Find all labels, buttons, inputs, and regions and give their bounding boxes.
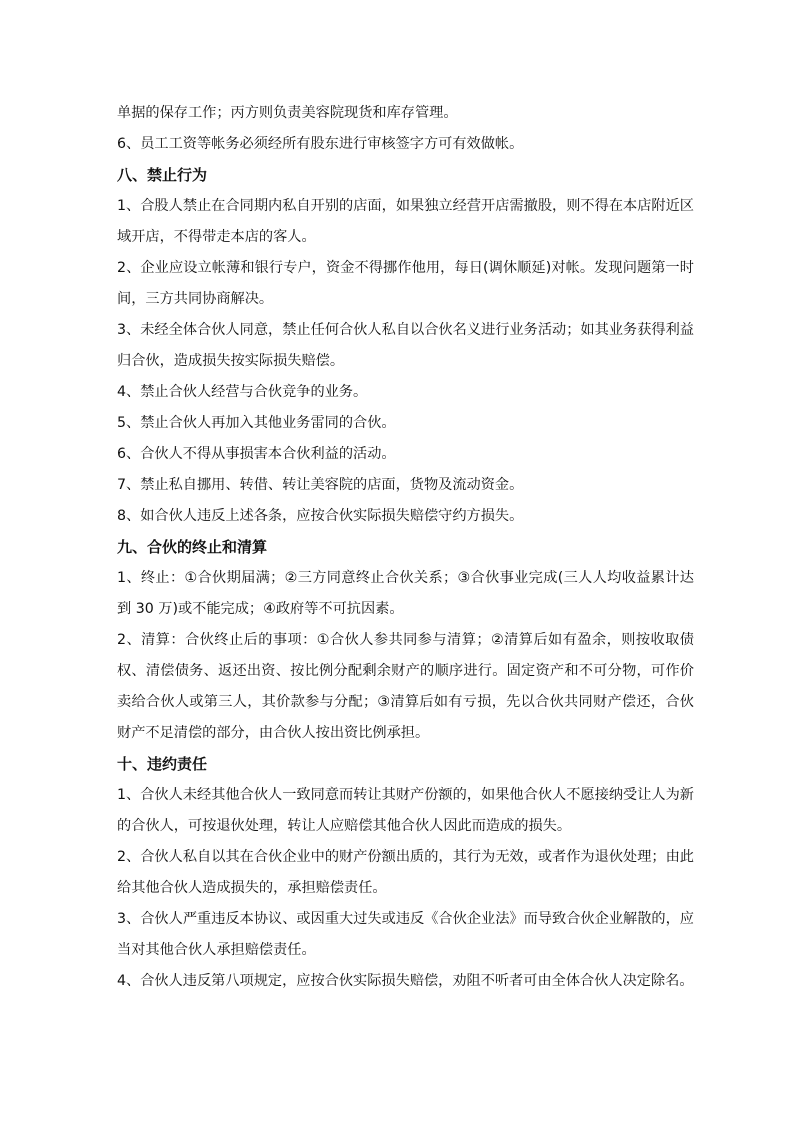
paragraph: 1、合股人禁止在合同期内私自开别的店面，如果独立经营开店需撤股，则不得在本店附近区域开店，不得带走本店的客人。 — [117, 198, 694, 245]
section-heading: 八、禁止行为 — [117, 166, 208, 184]
paragraph: 4、合伙人违反第八项规定，应按合伙实际损失赔偿，劝阻不听者可由全体合伙人决定除名。 — [117, 973, 694, 989]
paragraph: 8、如合伙人违反上述各条，应按合伙实际损失赔偿守约方损失。 — [117, 508, 524, 524]
paragraph: 3、未经全体合伙人同意，禁止任何合伙人私自以合伙名义进行业务活动；如其业务获得利益归合伙，造成损失按实际损失赔偿。 — [117, 322, 694, 369]
paragraph: 7、禁止私自挪用、转借、转让美容院的店面，货物及流动资金。 — [117, 477, 524, 493]
paragraph: 单据的保存工作；丙方则负责美容院现货和库存管理。 — [117, 105, 458, 121]
paragraph: 2、企业应设立帐薄和银行专户，资金不得挪作他用，每日(调休顺延)对帐。发现问题第一时间，三方共同协商解决。 — [117, 260, 694, 307]
paragraph: 4、禁止合伙人经营与合伙竞争的业务。 — [117, 384, 368, 400]
paragraph: 3、合伙人严重违反本协议、或因重大过失或违反《合伙企业法》而导致合伙企业解散的，应当对其他合伙人承担赔偿责任。 — [117, 911, 694, 958]
paragraph: 1、终止：①合伙期届满；②三方同意终止合伙关系；③合伙事业完成(三人人均收益累计达到 30 万)或不能完成；④政府等不可抗因素。 — [117, 570, 694, 617]
section-heading: 九、合伙的终止和清算 — [117, 538, 268, 556]
paragraph: 1、合伙人未经其他合伙人一致同意而转让其财产份额的，如果他合伙人不愿接纳受让人为新的合伙人，可按退伙处理，转让人应赔偿其他合伙人因此而造成的损失。 — [117, 787, 694, 834]
paragraph: 2、清算：合伙终止后的事项：①合伙人参共同参与清算；②清算后如有盈余，则按收取债权、清偿债务、返还出资、按比例分配剩余财产的顺序进行。固定资产和不可分物，可作价卖给合伙人或第三人，其价款参与分配；③清算后如有亏损，先以合伙共同财产偿还，合伙财产不足清偿的部分，由合伙人按出资比例承担。 — [117, 632, 694, 741]
paragraph: 6、合伙人不得从事损害本合伙利益的活动。 — [117, 446, 396, 462]
section-heading: 十、违约责任 — [117, 755, 208, 773]
paragraph: 6、员工工资等帐务必须经所有股东进行审核签字方可有效做帐。 — [117, 136, 524, 152]
paragraph: 5、禁止合伙人再加入其他业务雷同的合伙。 — [117, 415, 396, 431]
paragraph: 2、合伙人私自以其在合伙企业中的财产份额出质的，其行为无效，或者作为退伙处理；由此给其他合伙人造成损失的，承担赔偿责任。 — [117, 849, 694, 896]
